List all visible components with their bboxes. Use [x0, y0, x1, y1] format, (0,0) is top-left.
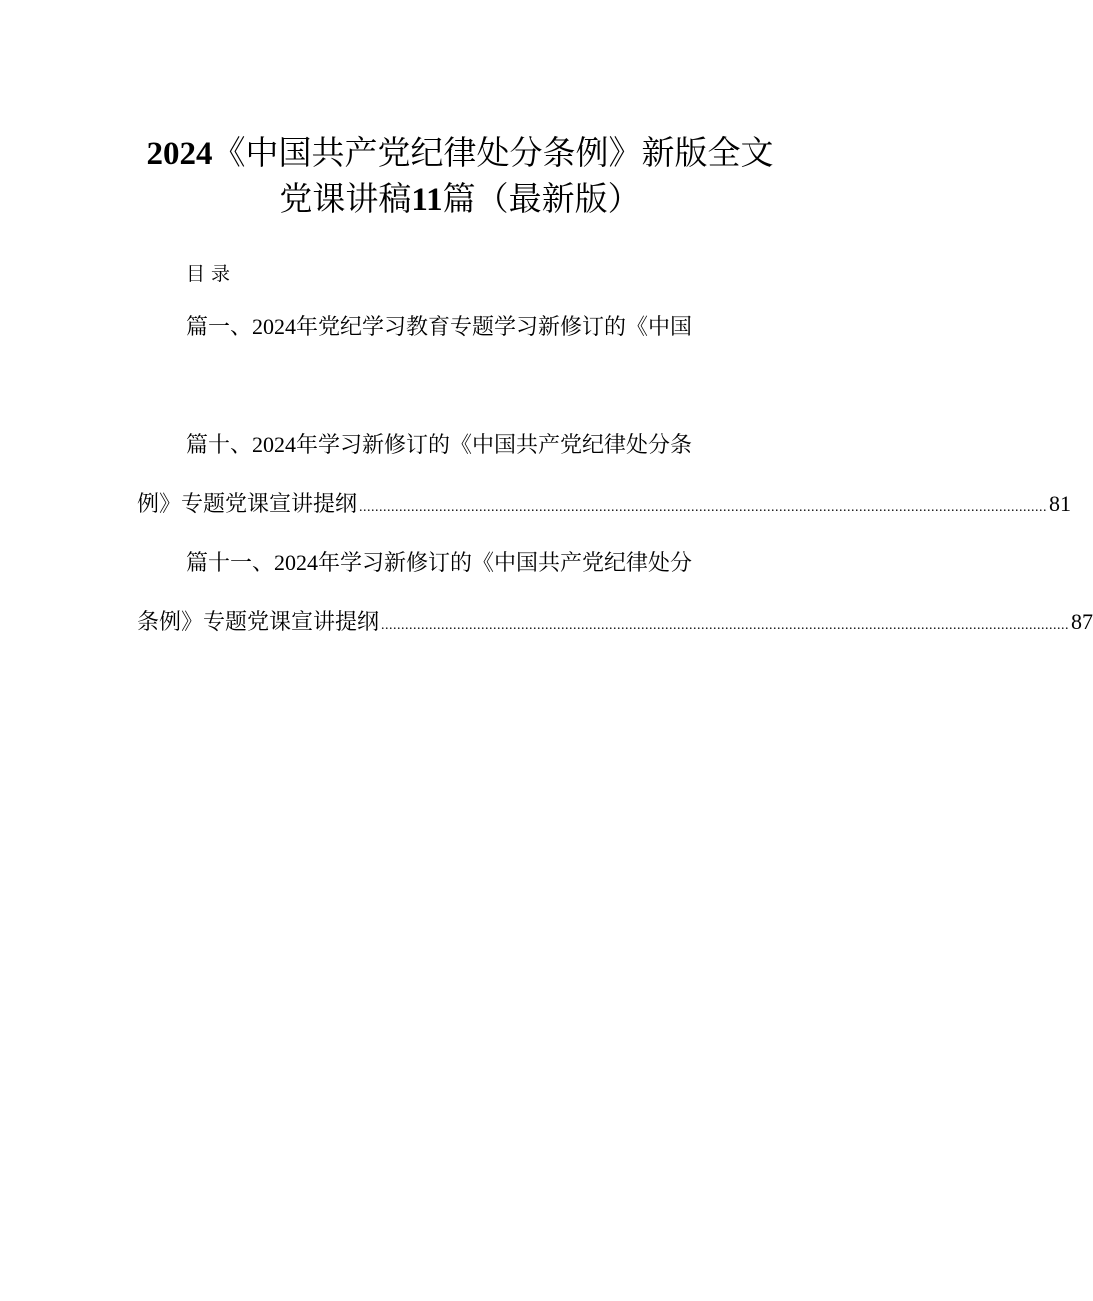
title-year: 2024: [146, 136, 213, 172]
toc-entry-3-line-1[interactable]: [186, 547, 692, 580]
title-text-1: 《中国共产党纪律处分条例》新版全文: [212, 133, 774, 172]
toc-page-number: 81: [1049, 491, 1072, 516]
toc-entry-prefix: 篇一、: [186, 315, 253, 340]
toc-entry-3-line-2[interactable]: [137, 606, 1093, 642]
toc-entry-prefix: 篇十、: [186, 433, 253, 458]
toc-entry-2-line-2[interactable]: [137, 488, 1072, 524]
dot-leader: ............................................................................................................................................................................: [381, 618, 1070, 633]
toc-entry-year: 2024: [252, 432, 297, 457]
toc-page-number: 87: [1071, 609, 1093, 634]
toc-entry-2-line-1[interactable]: [186, 429, 692, 462]
document-title-line-2: [0, 177, 920, 222]
toc-entry-text: 年学习新修订的《中国共产党纪律处分: [318, 551, 693, 576]
title-count: 11: [411, 182, 443, 218]
dot-leader: ............................................................................................................................................................................: [359, 500, 1048, 515]
toc-entry-1-line-1[interactable]: [186, 311, 692, 344]
title-text-2b: 篇（最新版）: [442, 179, 641, 218]
toc-entry-year: 2024: [274, 550, 319, 575]
toc-entry-text: 条例》专题党课宣讲提纲: [137, 610, 380, 635]
document-title-line-1: [0, 131, 920, 176]
toc-entry-text: 例》专题党课宣讲提纲: [137, 492, 358, 517]
toc-entry-year: 2024: [252, 314, 297, 339]
title-text-2a: 党课讲稿: [279, 179, 412, 218]
toc-heading: 目录: [186, 263, 237, 285]
toc-entry-prefix: 篇十一、: [186, 551, 275, 576]
toc-entry-text: 年学习新修订的《中国共产党纪律处分条: [296, 433, 693, 458]
toc-entry-text: 年党纪学习教育专题学习新修订的《中国: [296, 315, 693, 340]
